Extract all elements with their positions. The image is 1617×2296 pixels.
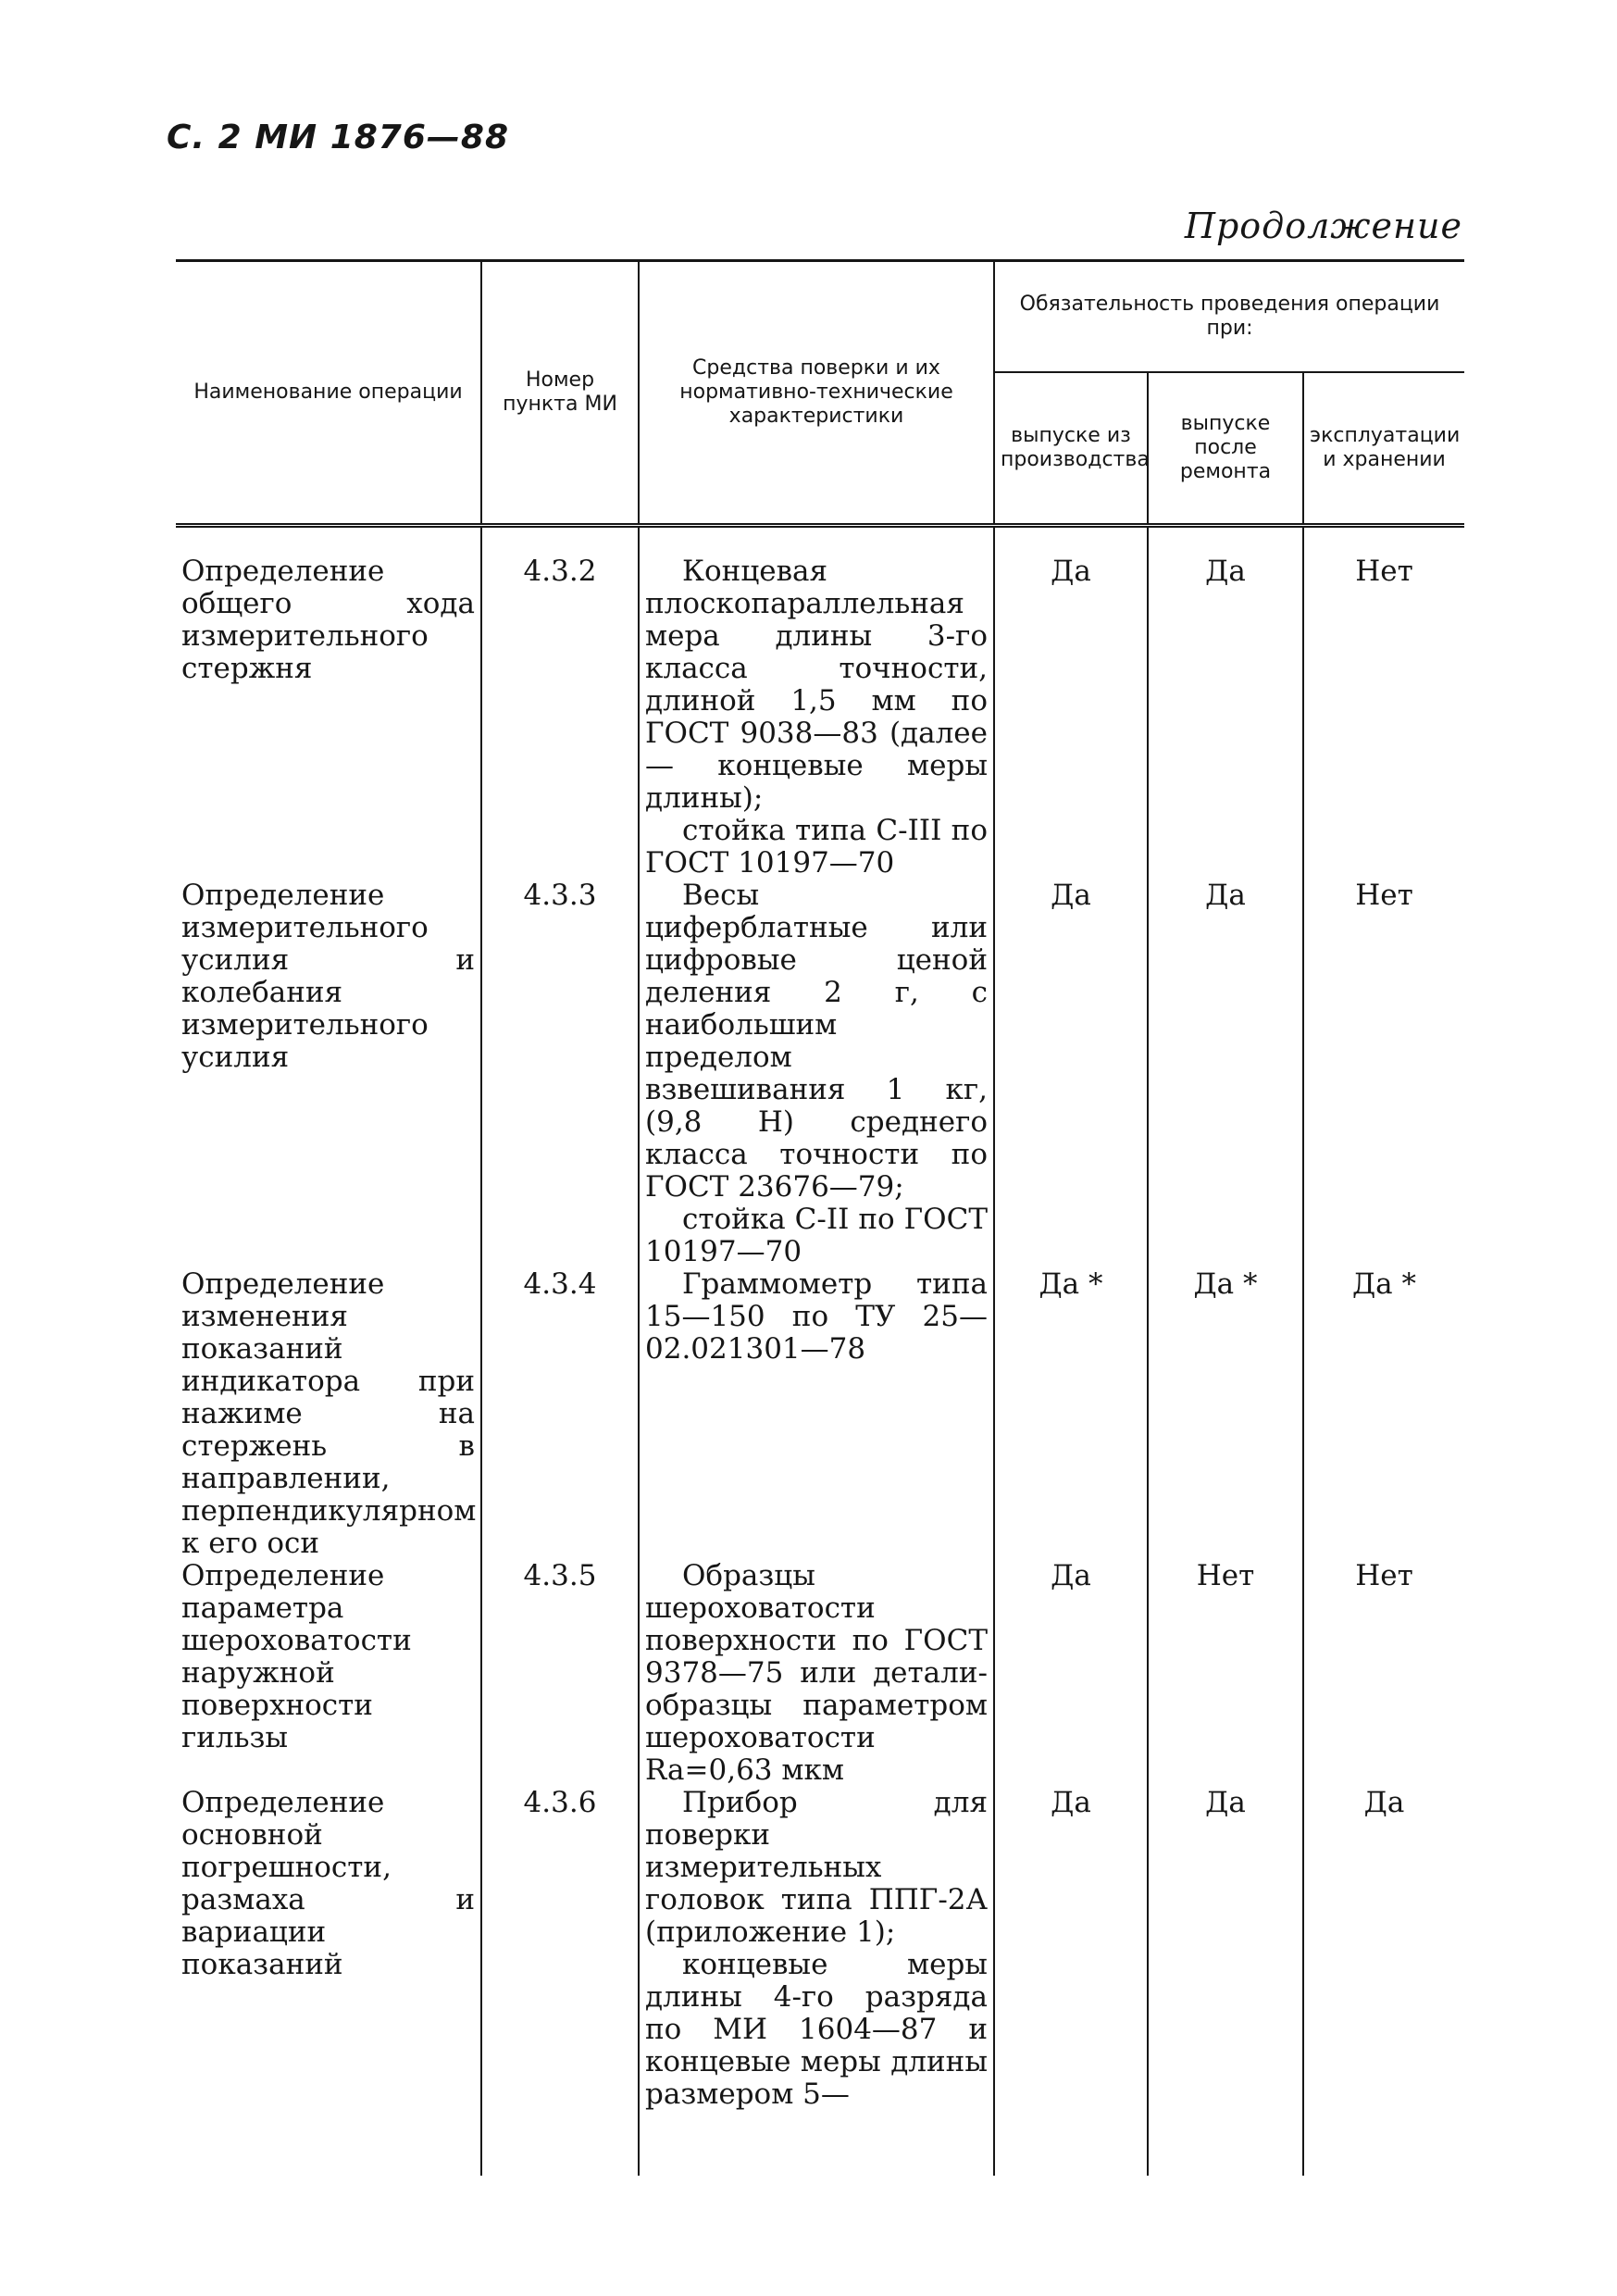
release-cell: Да [994,1787,1148,2111]
clause-cell: 4.3.3 [481,880,639,1268]
tools-text: Граммометр типа 15—150 по ТУ 25—02.021301—78 [645,1267,988,1366]
tools-cell [639,880,994,1268]
operation-cell: Определение параметра шероховатости наружной поверхности гильзы [181,1559,412,1754]
tools-text: стойка типа С-III по ГОСТ 10197—70 [645,814,988,880]
tools-text: Весы циферблатные или цифровые ценой деления 2 г, с наибольшим пределом взвешивания 1 кг, (9,8 Н) среднего класса точности по ГОСТ 23676—79; [645,879,988,1204]
continuation-label: Продолжение [1184,206,1462,246]
header-operation-storage: эксплуатации и хранении [1303,372,1464,526]
tools-text: Концевая плоскопараллельная мера длины 3-го класса точности, длиной 1,5 мм по ГОСТ 9038—83 (далее — концевые меры длины); [645,555,988,815]
operation-storage-cell: Да * [1303,1268,1464,1560]
table-row [176,526,1464,880]
table-row [176,880,1464,1268]
clause-cell: 4.3.2 [481,526,639,880]
repair-cell: Да [1148,880,1303,1268]
tools-cell [639,1560,994,1787]
tools-text: стойка С-II по ГОСТ 10197—70 [645,1203,988,1268]
table-row [176,1787,1464,2111]
operation-storage-cell: Да [1303,1787,1464,2111]
release-cell: Да * [994,1268,1148,1560]
tools-text: Образцы шероховатости поверхности по ГОСТ 9378—75 или детали-образцы параметром шероховатости Ra=0,63 мкм [645,1559,988,1787]
operations-table [176,259,1464,2176]
repair-cell: Да [1148,1787,1303,2111]
header-operation: Наименование операции [176,261,481,526]
release-cell: Да [994,526,1148,880]
operation-cell: Определение измерительного усилия и колебания измерительного усилия [181,879,475,1074]
repair-cell: Да [1148,526,1303,880]
header-tools: Средства поверки и их нормативно-технические характеристики [639,261,994,526]
release-cell: Да [994,880,1148,1268]
header-clause: Номер пункта МИ [481,261,639,526]
repair-cell: Нет [1148,1560,1303,1787]
tools-cell [639,526,994,880]
operation-cell: Определение общего хода измерительного стержня [181,555,475,685]
repair-cell: Да * [1148,1268,1303,1560]
release-cell: Да [994,1560,1148,1787]
tools-text: Прибор для поверки измерительных головок типа ППГ-2А (приложение 1); [645,1786,988,1949]
operation-storage-cell: Нет [1303,526,1464,880]
header-release: выпуске из производства [994,372,1148,526]
operation-storage-cell: Нет [1303,1560,1464,1787]
page-header: С. 2 МИ 1876—88 [167,119,509,156]
tools-cell [639,1268,994,1560]
operation-cell: Определение основной погрешности, размаха и вариации показаний [181,1786,475,1981]
header-mandatory-group: Обязательность проведения операции при: [994,261,1464,373]
operation-storage-cell: Нет [1303,880,1464,1268]
clause-cell: 4.3.5 [481,1560,639,1787]
table-continuation-space [176,2111,1464,2176]
tools-cell [639,1787,994,2111]
table-row [176,1268,1464,1560]
header-repair: выпуске после ремонта [1148,372,1303,526]
clause-cell: 4.3.6 [481,1787,639,2111]
operation-cell: Определение изменения показаний индикатора при нажиме на стержень в направлении, перпендикулярном к его оси [181,1267,477,1560]
tools-text: концевые меры длины 4-го разряда по МИ 1604—87 и концевые меры длины размером 5— [645,1948,988,2111]
table-row [176,1560,1464,1787]
clause-cell: 4.3.4 [481,1268,639,1560]
